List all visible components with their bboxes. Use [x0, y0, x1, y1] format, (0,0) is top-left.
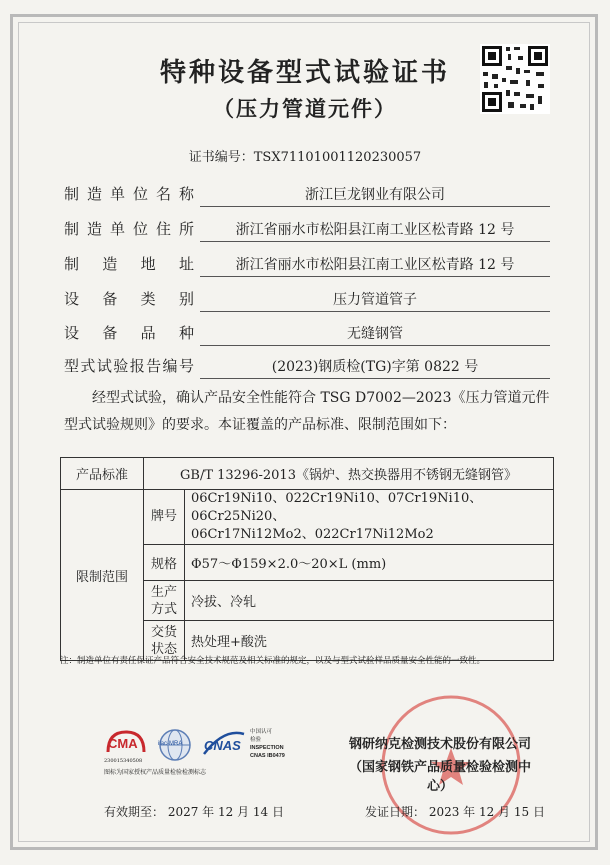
qr-code-icon — [480, 44, 550, 114]
issuer-name: 钢研纳克检测技术股份有限公司 — [348, 737, 531, 752]
field-label-equipment-variety: 设备品种 — [64, 324, 194, 342]
scope-label: 限制范围 — [61, 490, 144, 661]
delivery-value: 热处理+酸洗 — [185, 621, 554, 661]
certificate-number: 证书编号：TSX71101001120230057 — [188, 150, 422, 165]
statement-paragraph: 经型式试验，确认产品安全性能符合 TSG D7002—2023《压力管道元件型式试验规则》的要求。本证覆盖的产品标准、限制范围如下： — [64, 390, 550, 433]
standard-value: GB/T 13296-2013《锅炉、热交换器用不锈钢无缝钢管》 — [144, 458, 554, 490]
grades-line-1: 06Cr19Ni10、022Cr19Ni10、07Cr19Ni10、06Cr25Ni20、 — [191, 491, 483, 524]
grades-value — [185, 490, 554, 545]
field-value-manufacturer-name: 浙江巨龙钢业有限公司 — [200, 184, 550, 207]
valid-until-date: 有效期至： 2027 年 12 月 14 日 — [104, 805, 284, 819]
field-value-manufacturer-address: 浙江省丽水市松阳县江南工业区松青路 12 号 — [200, 219, 550, 242]
method-value: 冷拔、冷轧 — [185, 581, 554, 621]
field-label-manufacturing-site: 制造地址 — [64, 255, 194, 273]
spec-label: 规格 — [144, 545, 185, 581]
certificate-subtitle: （压力管道元件） — [213, 96, 397, 121]
footnote: 注：制造单位有责任保证产品符合安全技术规范及相关标准的规定，以及与型式试验样品质量安全性能的一致性。 — [60, 656, 486, 666]
delivery-label: 交货状态 — [144, 621, 185, 661]
inspection-mark-text: 中国认可 检验 INSPECTION CNAS IB0479 — [250, 729, 285, 759]
field-label-manufacturer-address: 制造单位住所 — [64, 220, 194, 238]
method-label: 生产方式 — [144, 581, 185, 621]
certificate-title: 特种设备型式试验证书 — [159, 58, 450, 88]
field-value-manufacturing-site: 浙江省丽水市松阳县江南工业区松青路 12 号 — [200, 254, 550, 277]
standard-label: 产品标准 — [61, 458, 144, 490]
field-label-manufacturer-name: 制造单位名称 — [64, 185, 194, 203]
issuer-subname: （国家钢铁产品质量检验检测中心） — [348, 760, 531, 794]
field-value-equipment-variety: 无缝钢管 — [200, 323, 550, 346]
field-value-report-number: (2023)钢质检(TG)字第 0822 号 — [200, 356, 550, 379]
cma-logo: CMA 230015340508 — [104, 728, 148, 764]
spec-value: Φ57～Φ159×2.0～20×L (mm) — [185, 545, 554, 581]
issue-date: 发证日期： 2023 年 12 月 15 日 — [365, 805, 545, 819]
field-value-equipment-category: 压力管道管子 — [200, 289, 550, 312]
field-label-report-number: 型式试验报告编号 — [64, 357, 194, 375]
ilac-logo: ilac-MRA — [158, 728, 194, 764]
grades-line-2: 06Cr17Ni12Mo2、022Cr17Ni12Mo2 — [191, 527, 434, 542]
logos-caption: 图标为国家授权产品质量检验检测标志 — [104, 769, 207, 776]
grade-label: 牌号 — [144, 490, 185, 545]
limits-table — [60, 457, 554, 661]
cnas-logo: CNAS — [200, 728, 248, 764]
field-label-equipment-category: 设备类别 — [64, 290, 194, 308]
